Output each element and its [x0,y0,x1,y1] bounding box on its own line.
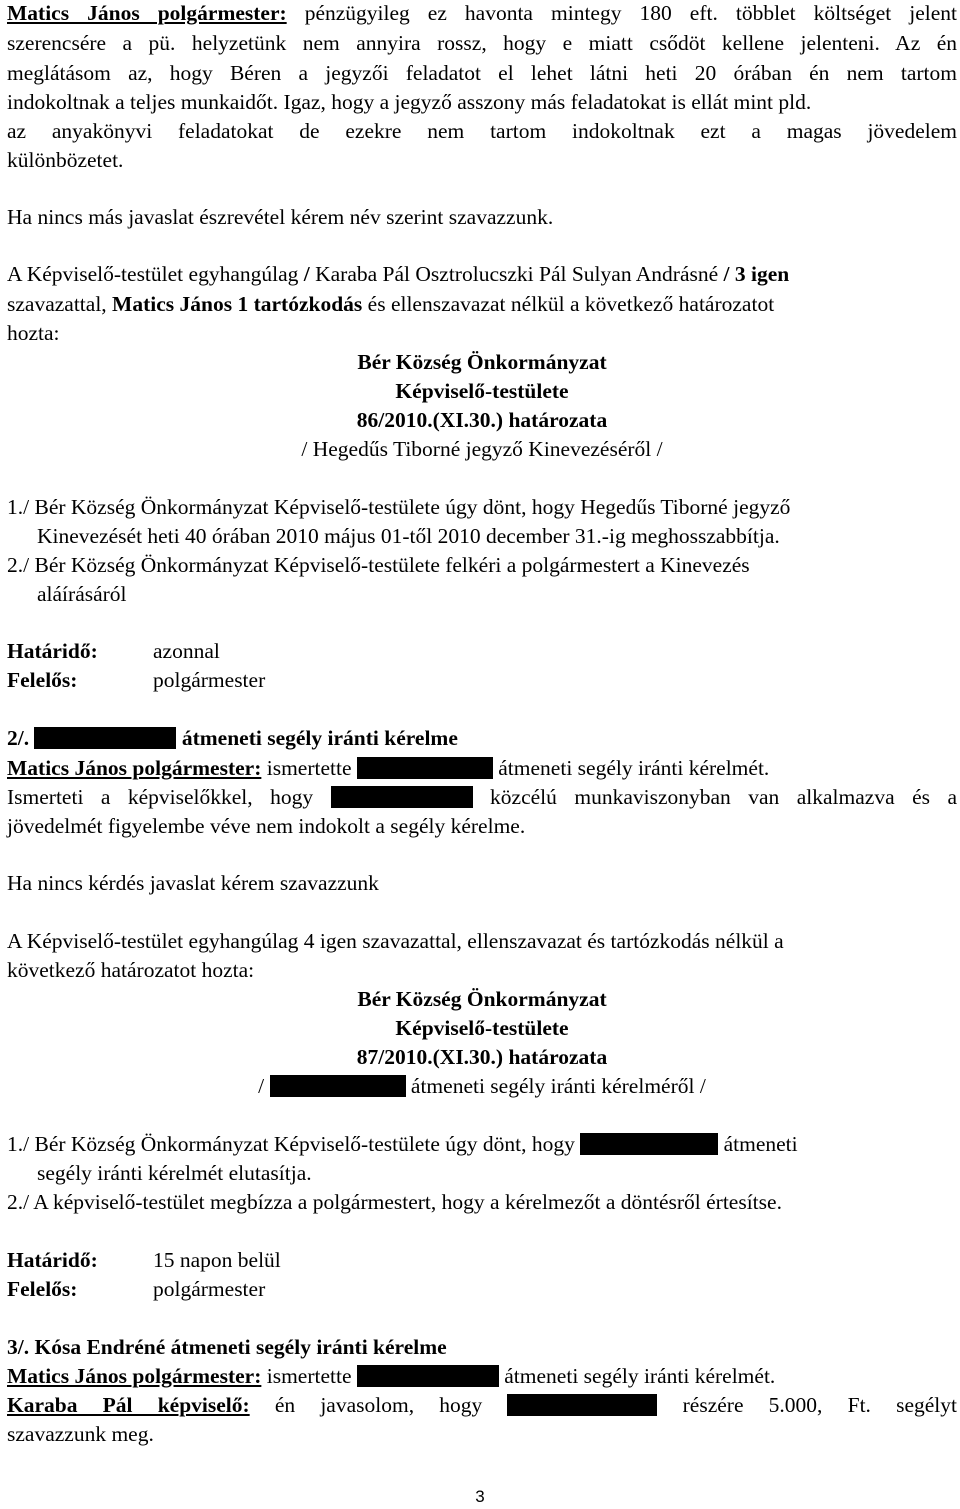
para1-line5: az anyakönyvi feladatokat de ezekre nem tartom indokoltnak ezt a magas jövedelem [7,119,957,143]
redaction-bar [34,727,176,749]
res87-responsible: Felelős: polgármester [7,1277,266,1301]
para1-line3: meglátásom az, hogy Béren a jegyzői feladatot el lehet látni heti 20 órában én nem tartom [7,61,957,85]
redaction-bar [331,786,473,808]
para1-line2: szerencsére a pü. helyzetünk nem annyira rossz, hogy e miatt csődöt kellene jelenteni. Az én [7,31,957,55]
vote1-line1: A Képviselő-testület egyhangúlag / Karaba Pál Osztrolucszki Pál Sulyan Andrásné / 3 igen [7,262,790,286]
page-number: 3 [475,1487,485,1506]
res87-heading-2: Képviselő-testülete [395,1016,569,1040]
res87-heading-1: Bér Község Önkormányzat [357,987,607,1011]
vote2-line1: A Képviselő-testület egyhangúlag 4 igen szavazattal, ellenszavazat és tartózkodás nélkül a [7,929,784,953]
res87-subject: / átmeneti segély iránti kérelméről / [258,1074,706,1098]
res87-item1-line1: 1./ Bér Község Önkormányzat Képviselő-testülete úgy dönt, hogy átmeneti [7,1132,798,1156]
item3-line1: Matics János polgármester: ismertette átmeneti segély iránti kérelmét. [7,1364,776,1388]
res86-item2-line1: 2./ Bér Község Önkormányzat Képviselő-testülete felkéri a polgármestert a Kinevezés [7,553,750,577]
vote1-line2: szavazattal, Matics János 1 tartózkodás és ellenszavazat nélkül a következő határozatot [7,292,775,316]
redaction-bar [357,1365,499,1387]
res86-subject: / Hegedűs Tiborné jegyző Kinevezéséről / [301,437,663,461]
redaction-bar [580,1133,718,1155]
vote1-line3: hozta: [7,321,60,345]
para1-line1: Matics János polgármester: pénzügyileg ez havonta mintegy 180 eft. többlet költséget jelent [7,1,958,25]
speaker-name: Matics János polgármester: [7,1,287,25]
redaction-bar [357,757,493,779]
vote-call-2: Ha nincs kérdés javaslat kérem szavazzunk [7,871,379,895]
res86-heading-3: 86/2010.(XI.30.) határozata [356,408,608,432]
item3-line3: szavazzunk meg. [7,1422,154,1446]
res86-heading-1: Bér Község Önkormányzat [357,350,607,374]
res86-deadline: Határidő: azonnal [7,639,220,663]
item2-title: 2/. átmeneti segély iránti kérelme [7,726,458,750]
item3-title: 3/. Kósa Endréné átmeneti segély iránti kérelme [7,1335,447,1359]
item2-line3: jövedelmét figyelembe véve nem indokolt a segély kérelme. [7,814,526,838]
vote2-line2: következő határozatot hozta: [7,958,255,982]
vote-call-1: Ha nincs más javaslat észrevétel kérem név szerint szavazzunk. [7,205,554,229]
redaction-bar [270,1075,406,1097]
item3-line2: Karaba Pál képviselő: én javasolom, hogy részére 5.000, Ft. segélyt [7,1393,957,1417]
res86-heading-2: Képviselő-testülete [395,379,569,403]
item2-line2: Ismerteti a képviselőkkel, hogy közcélú munkaviszonyban van alkalmazva és a [7,785,957,809]
res87-item1-line2: segély iránti kérelmét elutasítja. [37,1161,312,1185]
res86-responsible: Felelős: polgármester [7,668,266,692]
res87-deadline: Határidő: 15 napon belül [7,1248,281,1272]
res87-heading-3: 87/2010.(XI.30.) határozata [356,1045,608,1069]
res86-item1-line1: 1./ Bér Község Önkormányzat Képviselő-testülete úgy dönt, hogy Hegedűs Tiborné jegyző [7,495,791,519]
para1-line4: indokoltnak a teljes munkaidőt. Igaz, hogy a jegyző asszony más feladatokat is ellát mint pld. [7,90,812,114]
res86-item2-line2: aláírásáról [37,582,127,606]
para1-line6: különbözetet. [7,148,124,172]
item2-line1: Matics János polgármester: ismertette átmeneti segély iránti kérelmét. [7,756,770,780]
res86-item1-line2: Kinevezését heti 40 órában 2010 május 01-től 2010 december 31.-ig meghosszabbítja. [37,524,780,548]
redaction-bar [507,1394,657,1416]
res87-item2: 2./ A képviselő-testület megbízza a polgármestert, hogy a kérelmezőt a döntésről értesítse. [7,1190,782,1214]
